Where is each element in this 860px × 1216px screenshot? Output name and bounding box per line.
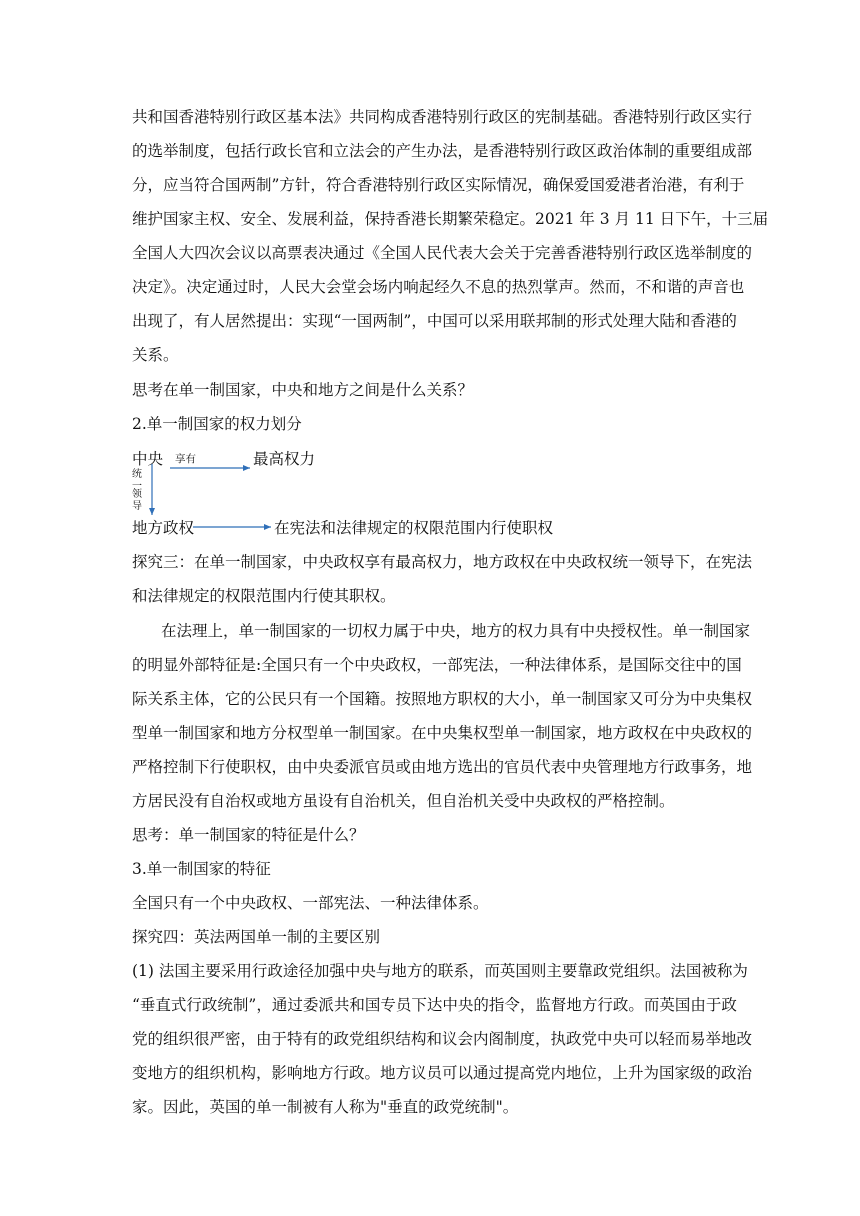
section-heading: 3.单一制国家的特征 xyxy=(132,860,271,878)
text-line: 和法律规定的权限范围内行使其职权。 xyxy=(132,587,396,605)
diagram-local-label: 地方政权 xyxy=(132,519,195,537)
text-line: 党的组织很严密，由于特有的政党组织结构和议会内阁制度，执政党中央可以轻而易举地改 xyxy=(132,1030,753,1048)
diagram-enjoy-label: 享有 xyxy=(175,453,196,465)
section-heading: 2.单一制国家的权力划分 xyxy=(132,415,302,433)
text-line: 共和国香港特别行政区基本法》共同构成香港特别行政区的宪制基础。香港特别行政区实行 xyxy=(132,108,753,126)
text-line: 在法理上，单一制国家的一切权力属于中央，地方的权力具有中央授权性。单一制国家 xyxy=(161,622,751,640)
text-line: 型单一制国家和地方分权型单一制国家。在中央集权型单一制国家，地方政权在中央政权的 xyxy=(132,724,753,742)
diagram-center-label: 中央 xyxy=(132,450,164,468)
text-line: (1) 法国主要采用行政途径加强中央与地方的联系，而英国则主要靠政党组织。法国被称为 xyxy=(132,962,748,980)
text-line: 全国只有一个中央政权、一部宪法、一种法律体系。 xyxy=(132,894,489,912)
text-line: 方居民没有自治权或地方虽设有自治机关，但自治机关受中央政权的严格控制。 xyxy=(132,792,675,810)
text-line: 决定》。决定通过时，人民大会堂会场内响起经久不息的热烈掌声。然而，不和谐的声音也 xyxy=(132,278,745,296)
text-line: 分，应当符合国两制”方针，符合香港特别行政区实际情况，确保爱国爱港者治港，有利于 xyxy=(132,176,745,194)
text-line: 全国人大四次会议以高票表决通过《全国人民代表大会关于完善香港特别行政区选举制度的 xyxy=(132,244,753,262)
question-text: 思考在单一制国家，中央和地方之间是什么关系？ xyxy=(132,381,474,399)
diagram-lead-char: 领 xyxy=(132,489,142,500)
diagram-exercise-label: 在宪法和法律规定的权限范围内行使职权 xyxy=(274,519,554,537)
text-line: 变地方的组织机构，影响地方行政。地方议员可以通过提高党内地位，上升为国家级的政治 xyxy=(132,1064,753,1082)
diagram-lead-char: 导 xyxy=(132,501,142,512)
diagram-lead-char: 统 xyxy=(132,469,142,480)
text-line: 际关系主体，它的公民只有一个国籍。按照地方职权的大小，单一制国家又可分为中央集权 xyxy=(132,690,753,708)
text-line: 探究三：在单一制国家，中央政权享有最高权力，地方政权在中央政权统一领导下，在宪法 xyxy=(132,553,753,571)
text-line: 严格控制下行使职权，由中央委派官员或由地方选出的官员代表中央管理地方行政事务，地 xyxy=(132,758,753,776)
diagram-lead-char: 一 xyxy=(132,481,142,492)
text-line: 维护国家主权、安全、发展利益，保持香港长期繁荣稳定。2021 年 3 月 11 日下午，十三届 xyxy=(132,210,769,228)
question-text: 思考：单一制国家的特征是什么？ xyxy=(132,826,365,844)
text-line: 出现了，有人居然提出：实现“一国两制”，中国可以采用联邦制的形式处理大陆和香港的 xyxy=(132,312,737,330)
text-line: 关系。 xyxy=(132,346,179,364)
text-line: “垂直式行政统制”，通过委派共和国专员下达中央的指令，监督地方行政。而英国由于政 xyxy=(132,996,737,1014)
text-line: 的选举制度，包括行政长官和立法会的产生办法，是香港特别行政区政治体制的重要组成部 xyxy=(132,142,753,160)
text-line: 的明显外部特征是:全国只有一个中央政权，一部宪法，一种法律体系，是国际交往中的国 xyxy=(132,656,742,674)
diagram-supreme-label: 最高权力 xyxy=(253,450,316,468)
text-line: 家。因此，英国的单一制被有人称为"垂直的政党统制"。 xyxy=(132,1098,519,1116)
section-heading: 探究四：英法两国单一制的主要区别 xyxy=(132,928,381,946)
